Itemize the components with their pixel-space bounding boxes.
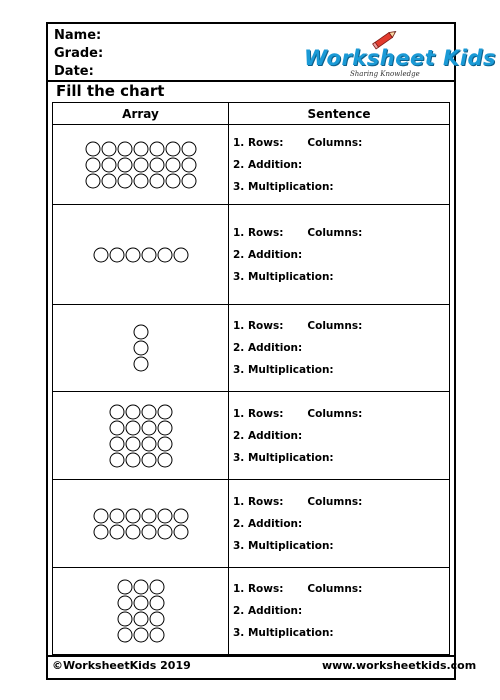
multiplication-label: 3. Multiplication: [233, 539, 334, 552]
array-cell [53, 568, 229, 655]
sentence-cell [229, 205, 450, 305]
rows-columns-line [233, 495, 362, 509]
circle [117, 141, 132, 156]
addition-label: 2. Addition: [233, 342, 303, 354]
circle [133, 341, 148, 356]
columns-label: Columns: [307, 407, 363, 420]
circle [133, 157, 148, 172]
circle [125, 524, 140, 539]
worksheet-title: Fill the chart [56, 82, 165, 100]
circle [149, 141, 164, 156]
circle [125, 452, 140, 467]
columns-label: Columns: [307, 320, 363, 332]
columns-label: Columns: [307, 136, 363, 149]
circle [165, 173, 180, 188]
rows-label: 1. Rows: [233, 136, 284, 149]
circle [157, 508, 172, 523]
name-label: Name: [54, 28, 102, 43]
circle [165, 157, 180, 172]
circle [101, 141, 116, 156]
circle [93, 247, 108, 262]
circle [109, 452, 124, 467]
circle [85, 173, 100, 188]
circle [157, 524, 172, 539]
rows-columns-line [233, 226, 362, 240]
circle-array [93, 247, 188, 262]
circle [117, 628, 132, 643]
array-column-header: Array [53, 103, 229, 125]
circle [117, 596, 132, 611]
circle [109, 508, 124, 523]
circle [149, 580, 164, 595]
date-label: Date: [54, 64, 94, 79]
circle [141, 452, 156, 467]
array-cell [53, 480, 229, 568]
array-chart-table [52, 102, 450, 655]
circle [181, 141, 196, 156]
circle [141, 436, 156, 451]
array-cell [53, 392, 229, 480]
circle [149, 173, 164, 188]
rows-columns-line [233, 319, 362, 333]
circle [85, 141, 100, 156]
multiplication-label: 3. Multiplication: [233, 180, 334, 193]
table-row [53, 125, 450, 205]
table-row [53, 480, 450, 568]
circle [141, 247, 156, 262]
circle [117, 612, 132, 627]
circle [109, 420, 124, 435]
addition-label: 2. Addition: [233, 158, 303, 171]
sentence-cell [229, 305, 450, 392]
circle [157, 452, 172, 467]
multiplication-label: 3. Multiplication: [233, 364, 334, 376]
circle [125, 247, 140, 262]
circle [125, 436, 140, 451]
rows-label: 1. Rows: [233, 407, 284, 420]
website-text: www.worksheetkids.com [322, 659, 477, 672]
circle [133, 612, 148, 627]
footer-divider [46, 655, 456, 657]
columns-label: Columns: [307, 495, 363, 508]
sentence-lines [233, 305, 362, 391]
circle [109, 404, 124, 419]
circle [93, 524, 108, 539]
circle [149, 612, 164, 627]
circle-array [85, 141, 196, 188]
array-cell [53, 205, 229, 305]
worksheet-kids-logo [300, 30, 497, 78]
columns-label: Columns: [307, 226, 363, 239]
circle [125, 404, 140, 419]
table-row [53, 568, 450, 655]
array-cell [53, 125, 229, 205]
circle [149, 628, 164, 643]
addition-label: 2. Addition: [233, 248, 303, 261]
circle [125, 420, 140, 435]
circle [149, 157, 164, 172]
logo-tagline: Sharing Knowledge [350, 70, 420, 78]
sentence-cell [229, 480, 450, 568]
circle [149, 596, 164, 611]
circle [133, 596, 148, 611]
rows-label: 1. Rows: [233, 583, 284, 595]
sentence-lines [233, 568, 362, 654]
columns-label: Columns: [307, 583, 363, 595]
circle [133, 173, 148, 188]
multiplication-label: 3. Multiplication: [233, 451, 334, 464]
circle-array [133, 325, 148, 372]
circle [109, 524, 124, 539]
circle [133, 357, 148, 372]
sentence-column-header: Sentence [229, 103, 450, 125]
circle [141, 420, 156, 435]
circle [101, 157, 116, 172]
circle [157, 436, 172, 451]
sentence-cell [229, 568, 450, 655]
sentence-lines [233, 205, 362, 304]
array-cell [53, 305, 229, 392]
circle [133, 628, 148, 643]
circle-array [109, 404, 172, 467]
sentence-cell [229, 125, 450, 205]
sentence-lines [233, 125, 362, 204]
rows-columns-line [233, 136, 362, 150]
rows-columns-line [233, 582, 362, 596]
circle [109, 247, 124, 262]
circle [133, 580, 148, 595]
sentence-lines [233, 480, 362, 567]
circle [173, 247, 188, 262]
multiplication-label: 3. Multiplication: [233, 270, 334, 283]
rows-label: 1. Rows: [233, 495, 284, 508]
copyright-text: ©WorksheetKids 2019 [52, 659, 191, 672]
circle [141, 524, 156, 539]
circle [181, 173, 196, 188]
rows-label: 1. Rows: [233, 226, 284, 239]
table-row [53, 392, 450, 480]
circle [141, 404, 156, 419]
circle [117, 157, 132, 172]
circle [117, 580, 132, 595]
circle [157, 404, 172, 419]
rows-label: 1. Rows: [233, 320, 284, 332]
circle [173, 524, 188, 539]
sentence-lines [233, 392, 362, 479]
circle [165, 141, 180, 156]
circle [157, 420, 172, 435]
circle-array [93, 508, 188, 539]
circle-array [117, 580, 164, 643]
circle [101, 173, 116, 188]
circle [133, 325, 148, 340]
circle [173, 508, 188, 523]
table-row [53, 305, 450, 392]
addition-label: 2. Addition: [233, 605, 303, 617]
table-header-row [53, 103, 450, 125]
circle [181, 157, 196, 172]
multiplication-label: 3. Multiplication: [233, 627, 334, 639]
circle [157, 247, 172, 262]
circle [85, 157, 100, 172]
table-row [53, 205, 450, 305]
sentence-cell [229, 392, 450, 480]
circle [141, 508, 156, 523]
rows-columns-line [233, 407, 362, 421]
logo-text: Worksheet Kids [304, 46, 497, 70]
circle [109, 436, 124, 451]
circle [93, 508, 108, 523]
circle [117, 173, 132, 188]
grade-label: Grade: [54, 46, 104, 61]
addition-label: 2. Addition: [233, 429, 303, 442]
circle [125, 508, 140, 523]
addition-label: 2. Addition: [233, 517, 303, 530]
circle [133, 141, 148, 156]
